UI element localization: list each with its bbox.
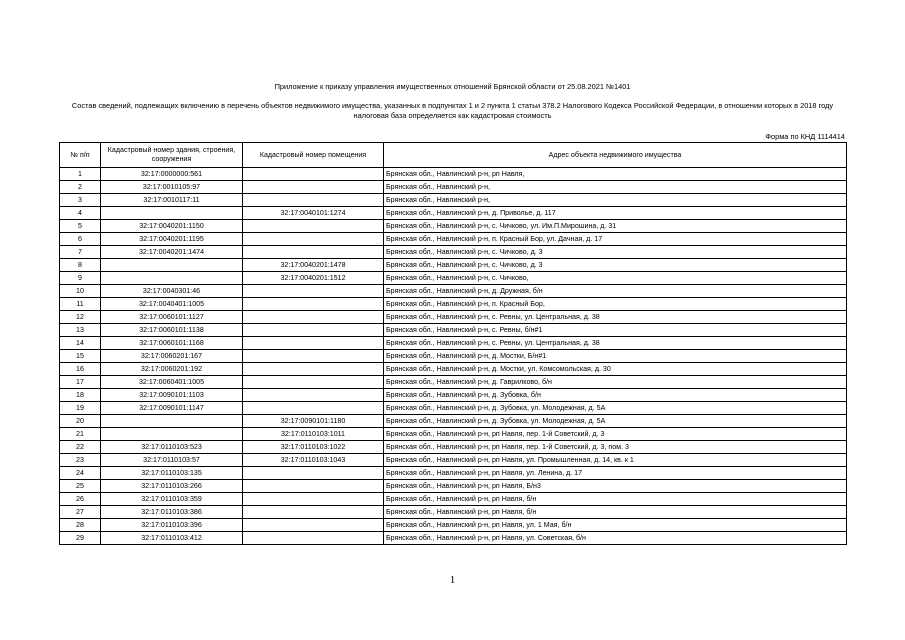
cell-address: Брянская обл., Навлинский р-н, рп Навля, ул. Промышленная, д. 14, кв. к 1: [384, 454, 847, 467]
cell-building-cadastral: [101, 415, 243, 428]
cell-building-cadastral: 32:17:0060101:1138: [101, 324, 243, 337]
table-row: [60, 363, 847, 376]
table-row: [60, 376, 847, 389]
cell-address: Брянская обл., Навлинский р-н, с. Чичково, д. 3: [384, 246, 847, 259]
property-register-table: [59, 142, 847, 545]
table-row: [60, 194, 847, 207]
cell-room-cadastral: 32:17:0110103:1011: [243, 428, 384, 441]
table-row: [60, 207, 847, 220]
cell-room-cadastral: [243, 168, 384, 181]
cell-num: 15: [60, 350, 101, 363]
cell-room-cadastral: [243, 480, 384, 493]
cell-room-cadastral: [243, 194, 384, 207]
cell-room-cadastral: 32:17:0090101:1180: [243, 415, 384, 428]
cell-building-cadastral: 32:17:0000000:561: [101, 168, 243, 181]
cell-building-cadastral: 32:17:0060101:1127: [101, 311, 243, 324]
cell-building-cadastral: [101, 259, 243, 272]
header-room-cadastral: Кадастровый номер помещения: [243, 143, 384, 168]
table-row: [60, 506, 847, 519]
cell-num: 18: [60, 389, 101, 402]
table-row: [60, 467, 847, 480]
cell-room-cadastral: [243, 363, 384, 376]
header-building-cadastral: Кадастровый номер здания, строения, сооружения: [101, 143, 243, 168]
cell-room-cadastral: [243, 311, 384, 324]
cell-address: Брянская обл., Навлинский р-н, рп Навля, ул. Ленина, д. 17: [384, 467, 847, 480]
cell-building-cadastral: 32:17:0110103:412: [101, 532, 243, 545]
cell-num: 29: [60, 532, 101, 545]
cell-num: 27: [60, 506, 101, 519]
cell-num: 26: [60, 493, 101, 506]
cell-room-cadastral: [243, 389, 384, 402]
table-row: [60, 246, 847, 259]
cell-num: 20: [60, 415, 101, 428]
cell-address: Брянская обл., Навлинский р-н, рп Навля, пер. 1-й Советский, д. 3, пом. 3: [384, 441, 847, 454]
cell-building-cadastral: 32:17:0110103:266: [101, 480, 243, 493]
cell-building-cadastral: 32:17:0060201:192: [101, 363, 243, 376]
cell-address: Брянская обл., Навлинский р-н, рп Навля, Б/н3: [384, 480, 847, 493]
cell-address: Брянская обл., Навлинский р-н, с. Чичково, д. 3: [384, 259, 847, 272]
cell-address: Брянская обл., Навлинский р-н, д. Зубовка, б/н: [384, 389, 847, 402]
table-row: [60, 324, 847, 337]
cell-address: Брянская обл., Навлинский р-н, рп Навля, б/н: [384, 506, 847, 519]
cell-address: Брянская обл., Навлинский р-н, д. Зубовка, ул. Молодежная, д. 5А: [384, 402, 847, 415]
cell-building-cadastral: 32:17:0090101:1147: [101, 402, 243, 415]
cell-room-cadastral: [243, 376, 384, 389]
cell-num: 6: [60, 233, 101, 246]
cell-address: Брянская обл., Навлинский р-н, рп Навля, пер. 1-й Советский, д. 3: [384, 428, 847, 441]
cell-address: Брянская обл., Навлинский р-н, д. Приволье, д. 117: [384, 207, 847, 220]
cell-room-cadastral: 32:17:0040101:1274: [243, 207, 384, 220]
cell-num: 12: [60, 311, 101, 324]
cell-room-cadastral: [243, 467, 384, 480]
cell-building-cadastral: 32:17:0110103:396: [101, 519, 243, 532]
cell-address: Брянская обл., Навлинский р-н, с. Чичково,: [384, 272, 847, 285]
cell-building-cadastral: 32:17:0090101:1103: [101, 389, 243, 402]
table-row: [60, 480, 847, 493]
cell-address: Брянская обл., Навлинский р-н,: [384, 194, 847, 207]
cell-address: Брянская обл., Навлинский р-н, с. Чичково, ул. Им.П.Мирошина, д. 31: [384, 220, 847, 233]
cell-building-cadastral: [101, 272, 243, 285]
cell-room-cadastral: [243, 298, 384, 311]
cell-building-cadastral: 32:17:0040401:1005: [101, 298, 243, 311]
table-row: [60, 519, 847, 532]
cell-address: Брянская обл., Навлинский р-н, рп Навля, б/н: [384, 493, 847, 506]
cell-address: Брянская обл., Навлинский р-н, рп Навля, ул. 1 Мая, б/н: [384, 519, 847, 532]
cell-room-cadastral: 32:17:0110103:1022: [243, 441, 384, 454]
table-row: [60, 259, 847, 272]
cell-building-cadastral: 32:17:0110103:523: [101, 441, 243, 454]
cell-num: 19: [60, 402, 101, 415]
table-row: [60, 220, 847, 233]
cell-address: Брянская обл., Навлинский р-н, д. Зубовка, ул. Молодежная, д. 5А: [384, 415, 847, 428]
cell-address: Брянская обл., Навлинский р-н, с. Ревны, ул. Центральная, д. 38: [384, 311, 847, 324]
table-header-row: [60, 143, 847, 168]
cell-address: Брянская обл., Навлинский р-н, рп Навля, ул. Советская, б/н: [384, 532, 847, 545]
cell-building-cadastral: 32:17:0040201:1150: [101, 220, 243, 233]
cell-building-cadastral: [101, 207, 243, 220]
header-address: Адрес объекта недвижимого имущества: [384, 143, 847, 168]
cell-room-cadastral: 32:17:0040201:1478: [243, 259, 384, 272]
cell-building-cadastral: 32:17:0010105:97: [101, 181, 243, 194]
document-subtitle: Состав сведений, подлежащих включению в перечень объектов недвижимого имущества, указанных в подпунктах 1 и 2 пункта 1 статьи 378.2 Налогового Кодекса Российской Федерации, в отношении которых в 2018 году налоговая база определяется как кадастровая стоимость: [71, 101, 834, 120]
cell-building-cadastral: 32:17:0040301:46: [101, 285, 243, 298]
cell-building-cadastral: [101, 428, 243, 441]
table-row: [60, 350, 847, 363]
cell-room-cadastral: [243, 233, 384, 246]
cell-num: 21: [60, 428, 101, 441]
cell-num: 11: [60, 298, 101, 311]
cell-room-cadastral: [243, 181, 384, 194]
table-row: [60, 415, 847, 428]
cell-room-cadastral: 32:17:0040201:1512: [243, 272, 384, 285]
cell-address: Брянская обл., Навлинский р-н, с. Ревны, б/н#1: [384, 324, 847, 337]
table-row: [60, 233, 847, 246]
table-row: [60, 428, 847, 441]
cell-room-cadastral: 32:17:0110103:1043: [243, 454, 384, 467]
table-row: [60, 454, 847, 467]
cell-num: 14: [60, 337, 101, 350]
cell-building-cadastral: 32:17:0040201:1474: [101, 246, 243, 259]
cell-building-cadastral: 32:17:0110103:359: [101, 493, 243, 506]
cell-address: Брянская обл., Навлинский р-н,: [384, 181, 847, 194]
table-row: [60, 389, 847, 402]
cell-num: 7: [60, 246, 101, 259]
table-row: [60, 337, 847, 350]
table-row: [60, 402, 847, 415]
cell-num: 17: [60, 376, 101, 389]
cell-building-cadastral: 32:17:0060401:1005: [101, 376, 243, 389]
form-code-label: Форма по КНД 1114414: [765, 132, 845, 141]
cell-num: 3: [60, 194, 101, 207]
table-row: [60, 441, 847, 454]
table-row: [60, 298, 847, 311]
cell-building-cadastral: 32:17:0110103:135: [101, 467, 243, 480]
page-number: 1: [449, 574, 456, 586]
cell-num: 4: [60, 207, 101, 220]
cell-num: 24: [60, 467, 101, 480]
table-body: [60, 168, 847, 545]
table-row: [60, 311, 847, 324]
cell-building-cadastral: 32:17:0060201:167: [101, 350, 243, 363]
cell-room-cadastral: [243, 506, 384, 519]
cell-building-cadastral: 32:17:0060101:1168: [101, 337, 243, 350]
cell-room-cadastral: [243, 337, 384, 350]
cell-num: 22: [60, 441, 101, 454]
cell-room-cadastral: [243, 324, 384, 337]
document-title: Приложение к приказу управления имущественных отношений Брянской области от 25.08.2021 №1401: [274, 82, 631, 91]
cell-building-cadastral: 32:17:0040201:1195: [101, 233, 243, 246]
cell-num: 25: [60, 480, 101, 493]
header-num: № п/п: [60, 143, 101, 168]
cell-num: 16: [60, 363, 101, 376]
cell-room-cadastral: [243, 532, 384, 545]
cell-room-cadastral: [243, 493, 384, 506]
cell-num: 1: [60, 168, 101, 181]
cell-address: Брянская обл., Навлинский р-н, с. Ревны, ул. Центральная, д. 38: [384, 337, 847, 350]
cell-address: Брянская обл., Навлинский р-н, п. Красный Бор, ул. Дачная, д. 17: [384, 233, 847, 246]
cell-address: Брянская обл., Навлинский р-н, д. Дружная, б/н: [384, 285, 847, 298]
table-row: [60, 181, 847, 194]
cell-address: Брянская обл., Навлинский р-н, п. Красный Бор,: [384, 298, 847, 311]
table-row: [60, 532, 847, 545]
cell-num: 28: [60, 519, 101, 532]
cell-building-cadastral: 32:17:0110103:57: [101, 454, 243, 467]
cell-num: 10: [60, 285, 101, 298]
cell-address: Брянская обл., Навлинский р-н, д. Мостки, ул. Комсомольская, д. 30: [384, 363, 847, 376]
cell-room-cadastral: [243, 220, 384, 233]
cell-room-cadastral: [243, 519, 384, 532]
table-row: [60, 285, 847, 298]
cell-room-cadastral: [243, 402, 384, 415]
cell-num: 8: [60, 259, 101, 272]
table-row: [60, 272, 847, 285]
table-row: [60, 168, 847, 181]
cell-room-cadastral: [243, 246, 384, 259]
cell-building-cadastral: 32:17:0110103:386: [101, 506, 243, 519]
cell-room-cadastral: [243, 285, 384, 298]
cell-address: Брянская обл., Навлинский р-н, д. Мостки, Б/н#1: [384, 350, 847, 363]
cell-num: 2: [60, 181, 101, 194]
cell-num: 23: [60, 454, 101, 467]
table-row: [60, 493, 847, 506]
cell-address: Брянская обл., Навлинский р-н, д. Гаврилково, б/н: [384, 376, 847, 389]
cell-room-cadastral: [243, 350, 384, 363]
cell-num: 9: [60, 272, 101, 285]
cell-num: 5: [60, 220, 101, 233]
cell-building-cadastral: 32:17:0010117:11: [101, 194, 243, 207]
cell-num: 13: [60, 324, 101, 337]
cell-address: Брянская обл., Навлинский р-н, рп Навля,: [384, 168, 847, 181]
